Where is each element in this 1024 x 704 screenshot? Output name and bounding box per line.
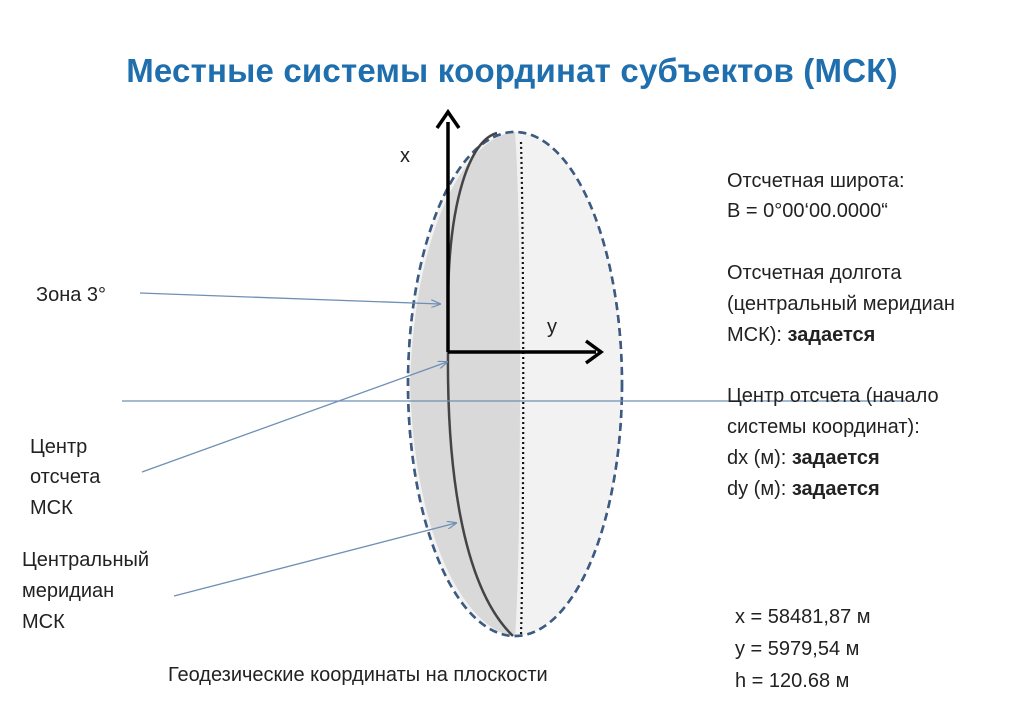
- page-title: Местные системы координат субъектов (МСК): [126, 52, 898, 89]
- y-axis-label: y: [547, 316, 557, 338]
- dx-status: задается: [791, 447, 880, 469]
- origin-line1: Центр отсчета (начало: [727, 385, 939, 407]
- latitude-label: Отсчетная широта:: [727, 170, 905, 192]
- dx-line: [727, 443, 880, 474]
- meridian-pointer: [174, 523, 456, 596]
- latitude-value: B = 0°00‘00.0000“: [727, 200, 888, 222]
- dy-line: [727, 474, 880, 505]
- coord-x: x = 58481,87 м: [735, 606, 871, 628]
- center-label-line2: отсчета: [30, 466, 101, 488]
- zone-label: Зона 3°: [36, 284, 107, 306]
- meridian-label-line2: меридиан: [22, 580, 115, 602]
- x-axis-label: x: [400, 145, 410, 167]
- zone-band: [410, 132, 520, 636]
- dy-prefix: dy (м):: [727, 478, 792, 500]
- dy-status: задается: [791, 478, 880, 500]
- longitude-line2: (центральный меридиан: [727, 293, 955, 315]
- center-pointer: [142, 362, 447, 472]
- center-label-line3: МСК: [30, 497, 73, 519]
- coord-y: y = 5979,54 м: [735, 638, 860, 660]
- coord-h: h = 120.68 м: [735, 670, 850, 692]
- center-label-line1: Центр: [30, 436, 88, 458]
- caption: Геодезические координаты на плоскости: [168, 664, 548, 686]
- longitude-prefix: МСК):: [727, 324, 788, 346]
- zone-pointer: [140, 293, 440, 304]
- meridian-label-line3: МСК: [22, 611, 65, 633]
- longitude-status: задается: [787, 324, 876, 346]
- dx-prefix: dx (м):: [727, 447, 792, 469]
- meridian-label-line1: Центральный: [22, 549, 150, 571]
- longitude-line1: Отсчетная долгота: [727, 262, 902, 284]
- longitude-line3: [727, 320, 875, 351]
- origin-line2: системы координат):: [727, 416, 920, 438]
